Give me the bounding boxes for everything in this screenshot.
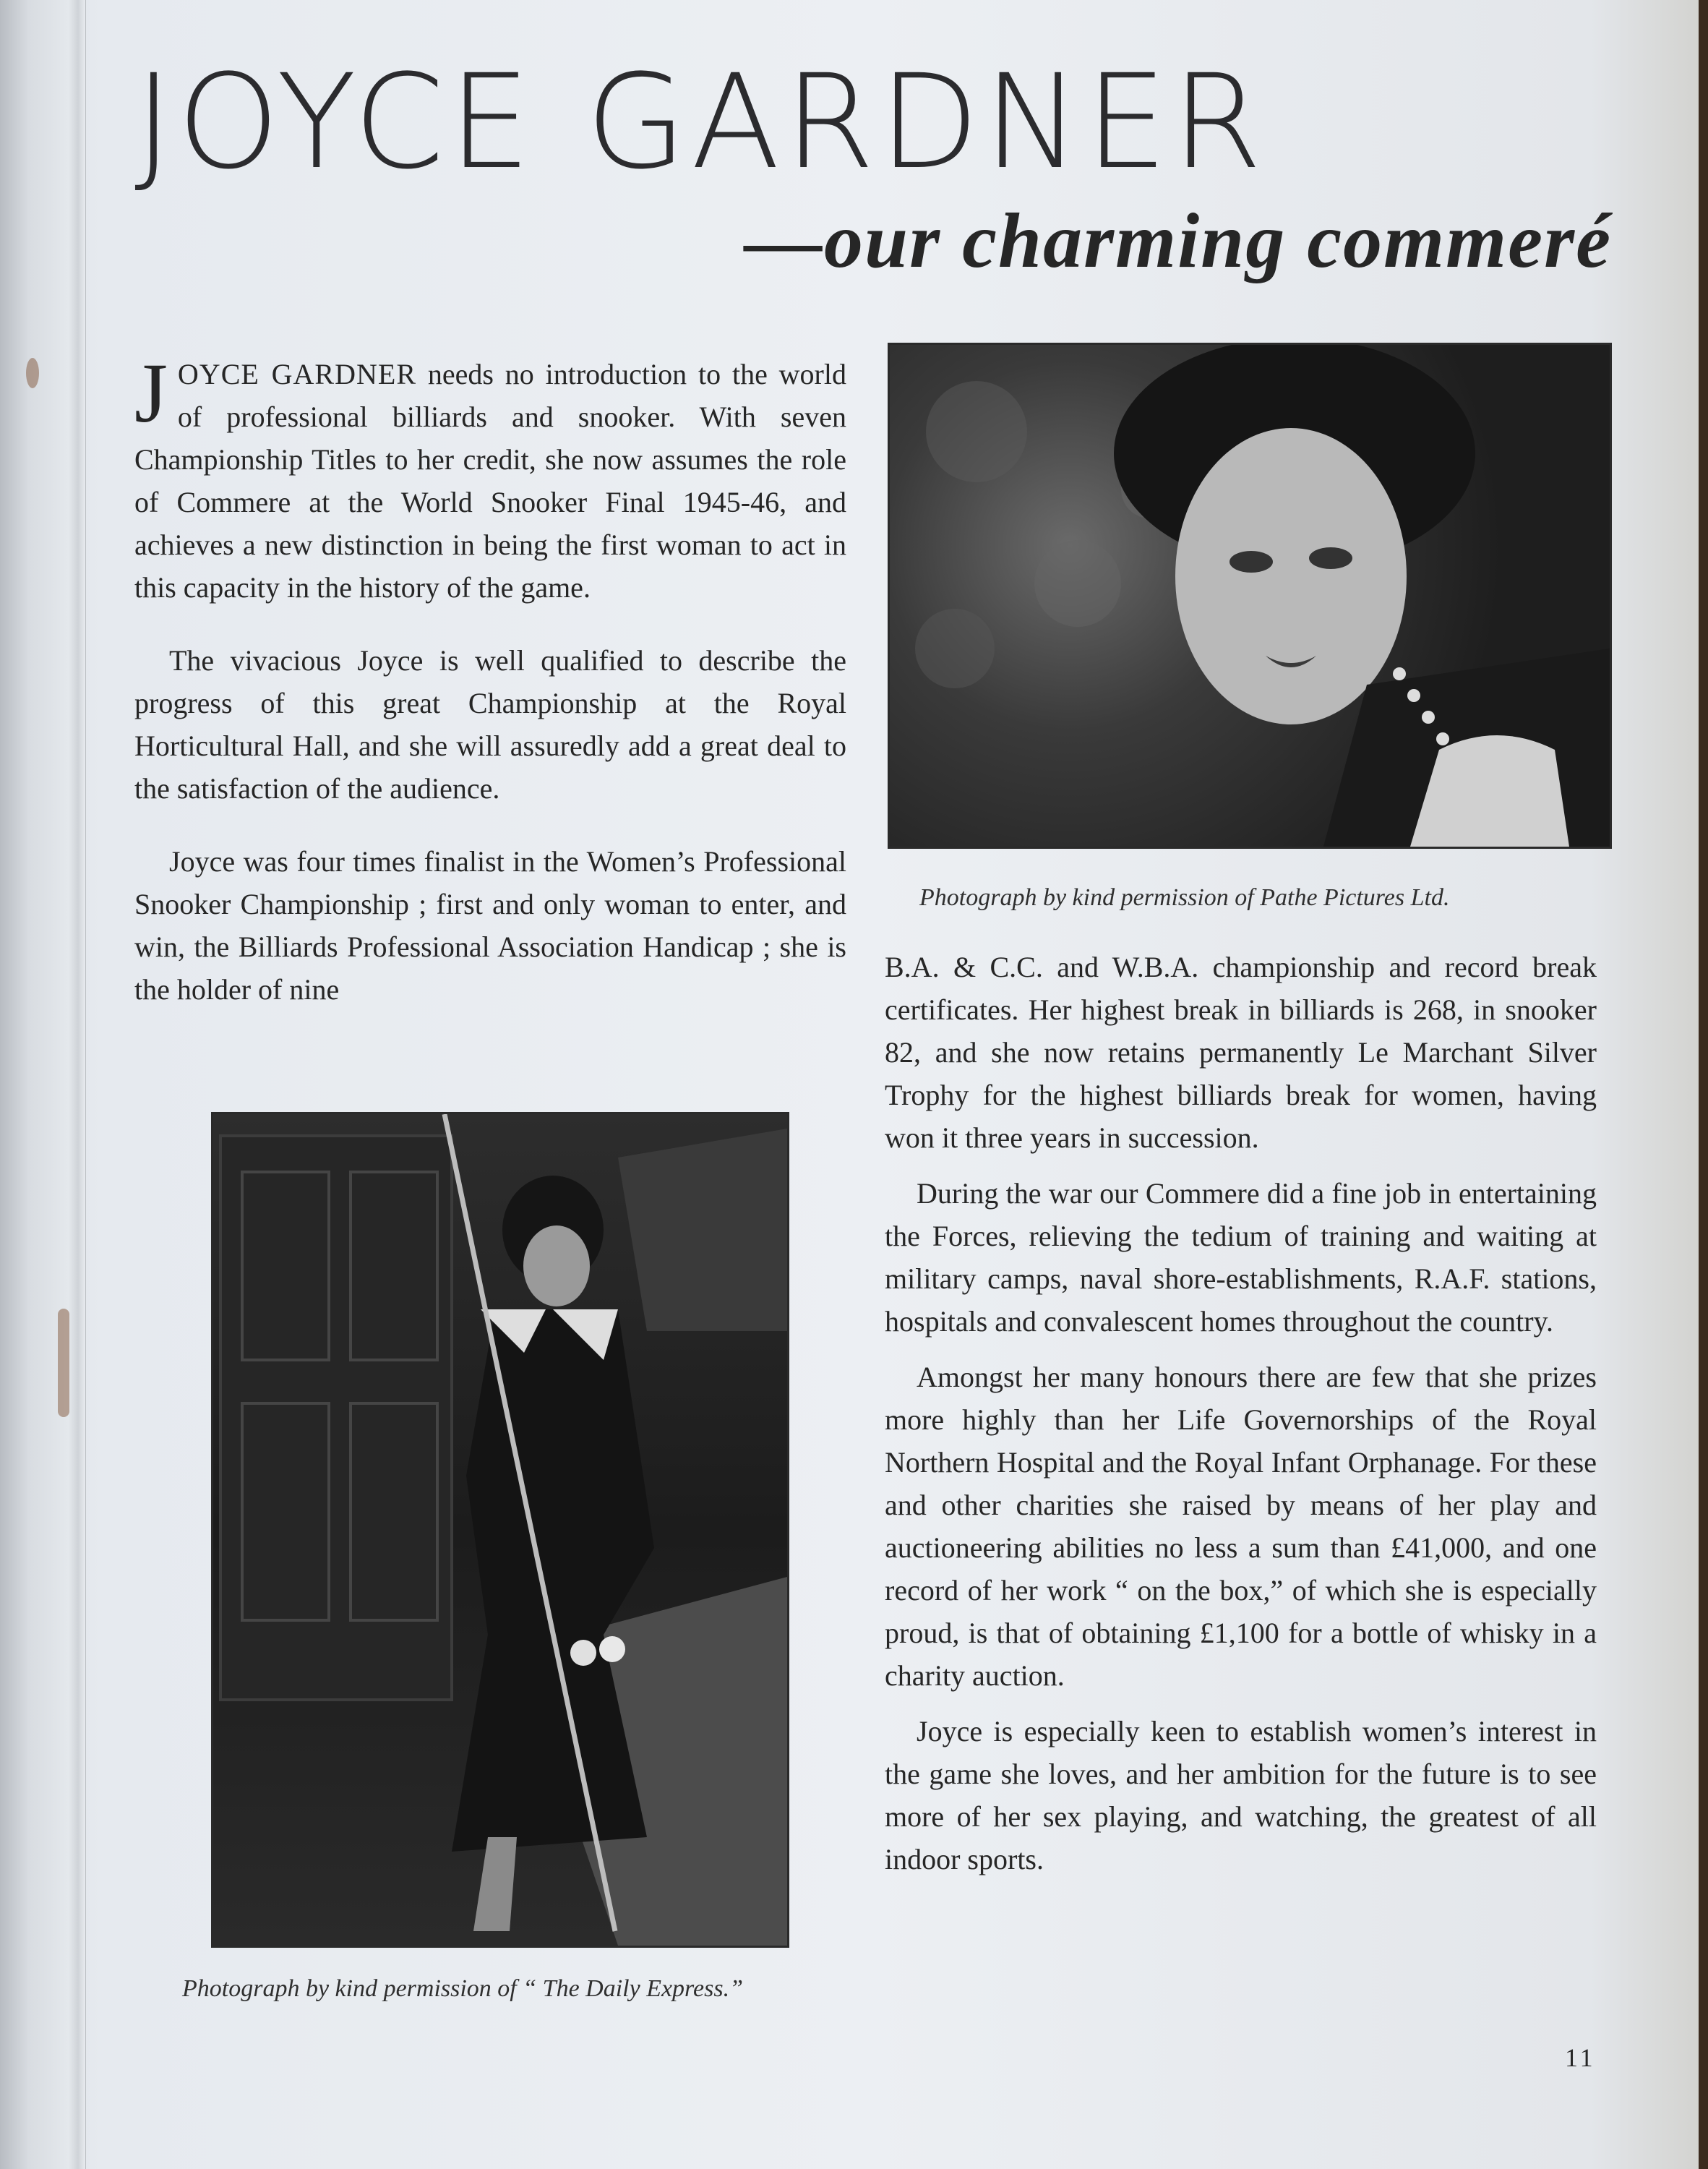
rust-stain <box>58 1309 69 1417</box>
right-text-column <box>885 946 1597 1881</box>
portrait-photo <box>888 343 1612 849</box>
paragraph: Amongst her many honours there are few that she prizes more highly than her Life Governorships of the Royal Northern Hospital and the Royal Infant Orphanage. For these and other charities she raised by means of her play and auctioneering abilities no less a sum than £41,000, and one record of her work “ on the box,” of which she is especially proud, is that of obtaining £1,100 for a bottle of whisky in a charity auction. <box>885 1361 1597 1692</box>
paragraph: The vivacious Joyce is well qualified to describe the progress of this great Championship at the Royal Horticultural Hall, and she will assuredly add a great deal to the satisfaction of the audience. <box>134 644 846 805</box>
paragraph: Joyce is especially keen to establish women’s interest in the game she loves, and her ambition for the future is to see more of her sex playing, and watching, the greatest of all indoor sports. <box>885 1715 1597 1875</box>
rust-stain <box>26 358 39 388</box>
page-title <box>134 47 1267 198</box>
left-text-column <box>134 346 846 1011</box>
player-photo <box>211 1112 789 1948</box>
paragraph: Joyce was four times finalist in the Women’s Professional Snooker Championship ; first and only woman to enter, and win, the Billiards Professional Association Handicap ; she is the holder of nine <box>134 845 846 1006</box>
intro-paragraph <box>134 346 846 609</box>
paragraph: During the war our Commere did a fine job in entertaining the Forces, relieving the tedium of training and waiting at military camps, naval shore-establishments, R.A.F. stations, hospitals and convalescent homes throughout the country. <box>885 1177 1597 1338</box>
page-number: 11 <box>1565 2043 1596 2072</box>
portrait-caption: Photograph by kind permission of Pathe Pictures Ltd. <box>919 884 1450 911</box>
page-gutter <box>0 0 86 2169</box>
drop-cap: J <box>134 346 168 440</box>
lead-in-name: OYCE GARDNER <box>177 358 416 390</box>
page-subtitle: —our charming commeré <box>744 198 1613 284</box>
title-first-name: JOYCE <box>134 47 536 198</box>
portrait-image <box>890 345 1610 847</box>
intro-text: needs no introduction to the world of professional billiards and snooker. With seven Championship Titles to her credit, she now assumes the role of Commere at the World Snooker Final 1945-46, and achieves a new distinction in being the first woman to act in this capacity in the history of the game. <box>134 358 846 604</box>
player-caption: Photograph by kind permission of “ The Daily Express.” <box>182 1975 743 2002</box>
title-last-name: GARDNER <box>585 47 1267 198</box>
player-image <box>213 1114 787 1946</box>
paragraph: B.A. & C.C. and W.B.A. championship and record break certificates. Her highest break in billiards is 268, in snooker 82, and she now retains permanently Le Marchant Silver Trophy for the highest billiards break for women, having won it three years in succession. <box>885 951 1597 1154</box>
